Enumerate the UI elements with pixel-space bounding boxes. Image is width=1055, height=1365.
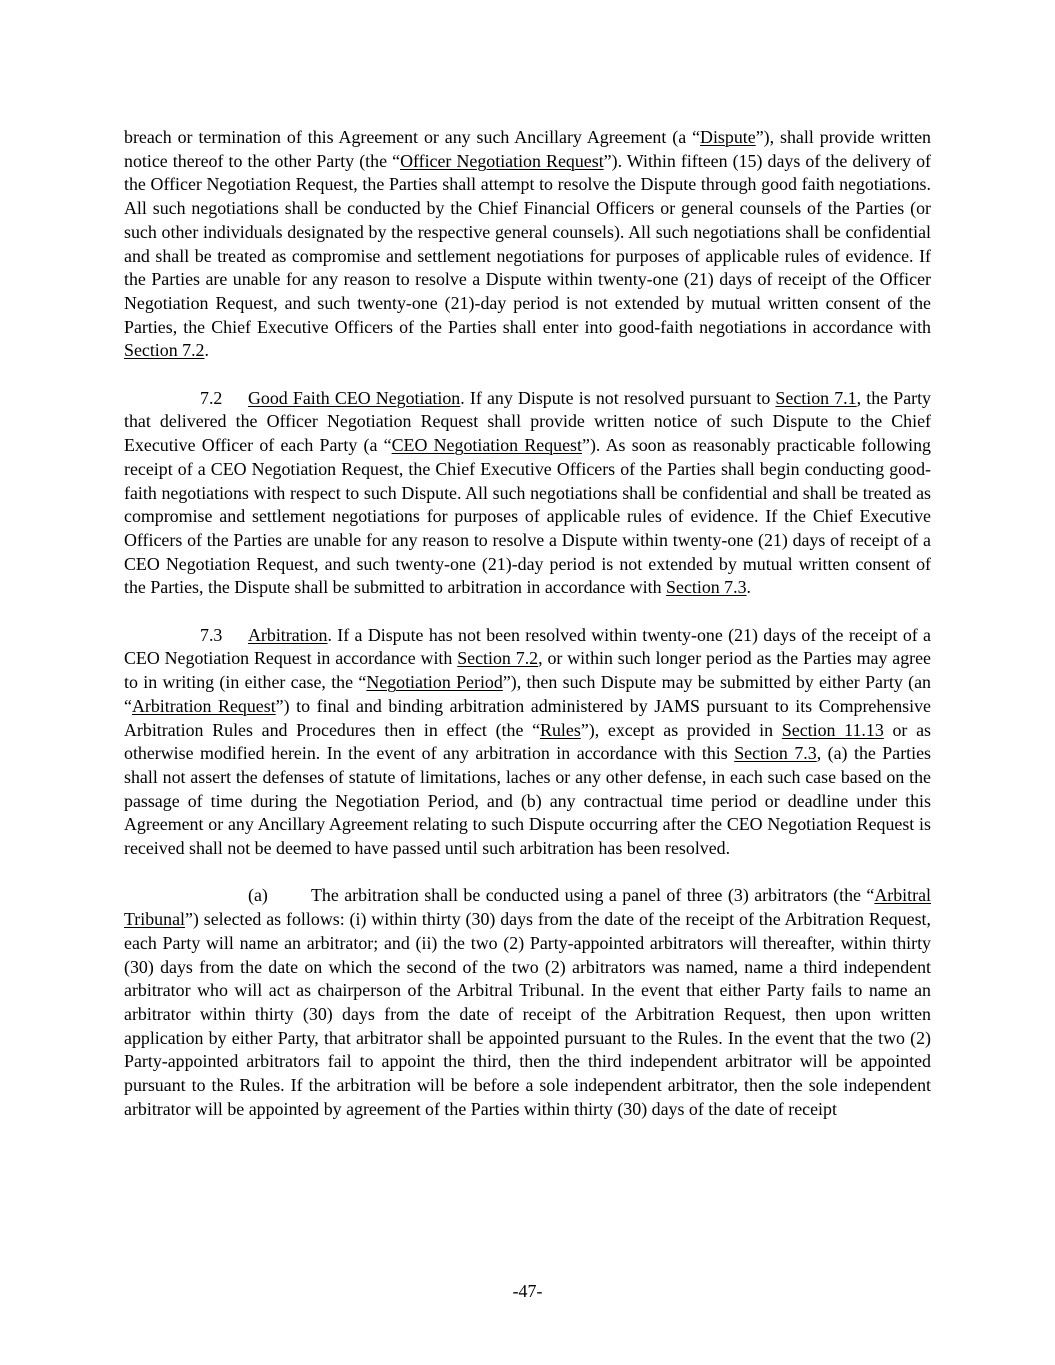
section-heading: Arbitration xyxy=(248,624,328,645)
section-reference: Section 7.2 xyxy=(124,340,205,361)
paragraph-7-1-continuation xyxy=(124,126,931,363)
text: breach or termination of this Agreement or any such Ancillary Agreement (a “ xyxy=(124,127,701,147)
text: ”), except as provided in xyxy=(580,719,782,740)
text: ”). As soon as reasonably practicable following receipt of a CEO Negotiation Request, the Chief Executive Officers of the Parties shall begin conducting good-faith negotiations with respect to such Dispute. All such negotiations shall be confidential and shall be treated as compromise and settlement negotiations for purposes of applicable rules of evidence. If the Chief Executive Officers of the Parties are unable for any reason to resolve a Dispute within twenty-one (21) days of receipt of a CEO Negotiation Request, and such twenty-one (21)-day period is not extended by mutual written consent of the Parties, the Dispute shall be submitted to arbitration in accordance with xyxy=(124,435,931,598)
text: . xyxy=(746,577,752,598)
section-reference: Section 7.3 xyxy=(734,743,817,764)
text: ”) selected as follows: (i) within thirty (30) days from the date of the receipt of the Arbitration Request, each Party will name an arbitrator; and (ii) the two (2) Party-appointed arbitrators will thereafter, within thirty (30) days from the date on which the second of the two (2) arbitrators was named, name a third independent arbitrator who will act as chairperson of the Arbitral Tribunal. In the event that either Party fails to name an arbitrator within thirty (30) days from the date of receipt of the Arbitration Request, then upon written application by either Party, that arbitrator shall be appointed pursuant to the Rules. In the event that the two (2) Party-appointed arbitrators fail to appoint the third, then the third independent arbitrator will be appointed pursuant to the Rules. If the arbitration will be before a sole independent arbitrator, then the sole independent arbitrator will be appointed by agreement of the Parties within thirty (30) days of the date of receipt xyxy=(124,909,931,1119)
subsection-number: (a) xyxy=(248,885,268,906)
defined-term-officer-negotiation-request: Officer Negotiation Request xyxy=(400,150,604,171)
text: ”), then such Dispute may be submitted by either Party (an “ xyxy=(124,672,931,716)
text: , (a) the Parties shall not assert the defenses of statute of limitations, laches or any other defense, in each such case based on the passage of time during the Negotiation Period, and (b) any contractual time period or deadline under this Agreement or any Ancillary Agreement relating to such Dispute occurring after the CEO Negotiation Request is received shall not be deemed to have passed until such arbitration has been resolved. xyxy=(124,743,931,859)
text: ”). Within fifteen (15) days of the delivery of the Officer Negotiation Request, the Parties shall attempt to resolve the Dispute through good faith negotiations. All such negotiations shall be conducted by the Chief Financial Officers or general counsels of the Parties (or such other individuals designated by the respective general counsels). All such negotiations shall be confidential and shall be treated as compromise and settlement negotiations for purposes of applicable rules of evidence. If the Parties are unable for any reason to resolve a Dispute within twenty-one (21) days of receipt of the Officer Negotiation Request, and such twenty-one (21)-day period is not extended by mutual written consent of the Parties, the Chief Executive Officers of the Parties shall enter into good-faith negotiations in accordance with xyxy=(124,150,931,337)
section-heading: Good Faith CEO Negotiation xyxy=(248,387,461,408)
text: , or within such longer period as the Parties may agree to in writing (in either case, the “ xyxy=(124,648,931,693)
document-body xyxy=(124,126,931,1121)
text: . xyxy=(204,340,209,361)
section-reference: Section 7.2 xyxy=(457,648,539,669)
defined-term-negotiation-period: Negotiation Period xyxy=(366,672,503,693)
text: . If any Dispute is not resolved pursuant to xyxy=(460,387,776,408)
text: . If a Dispute has not been resolved within twenty-one (21) days of the receipt of a CEO Negotiation Request in accordance with xyxy=(124,624,931,669)
defined-term-arbitral-tribunal: Arbitral Tribunal xyxy=(124,885,931,930)
paragraph-7-3-a xyxy=(124,884,931,1121)
text: The arbitration shall be conducted using a panel of three (3) arbitrators (the “ xyxy=(311,885,875,906)
defined-term-ceo-negotiation-request: CEO Negotiation Request xyxy=(391,435,582,456)
text: or as otherwise modified herein. In the event of any arbitration in accordance with this xyxy=(124,719,931,764)
section-reference: Section 11.13 xyxy=(781,719,884,740)
section-number: 7.2 xyxy=(200,387,223,408)
text: , the Party that delivered the Officer Negotiation Request shall provide written notice of such Dispute to the Chief Executive Officer of each Party (a “ xyxy=(124,387,932,456)
section-reference: Section 7.3 xyxy=(666,577,747,598)
paragraph-7-3 xyxy=(124,624,931,861)
text: ”) to final and binding arbitration administered by JAMS pursuant to its Comprehensive Arbitration Rules and Procedures then in effect (the “ xyxy=(124,695,931,740)
section-number: 7.3 xyxy=(200,624,223,645)
defined-term-arbitration-request: Arbitration Request xyxy=(131,695,276,716)
defined-term-dispute: Dispute xyxy=(700,127,756,147)
paragraph-7-2 xyxy=(124,387,931,600)
page-number: -47- xyxy=(512,1281,543,1301)
text: ”), shall provide written notice thereof to the other Party (the “ xyxy=(124,127,932,171)
defined-term-rules: Rules xyxy=(540,719,581,740)
section-reference: Section 7.1 xyxy=(775,387,857,408)
